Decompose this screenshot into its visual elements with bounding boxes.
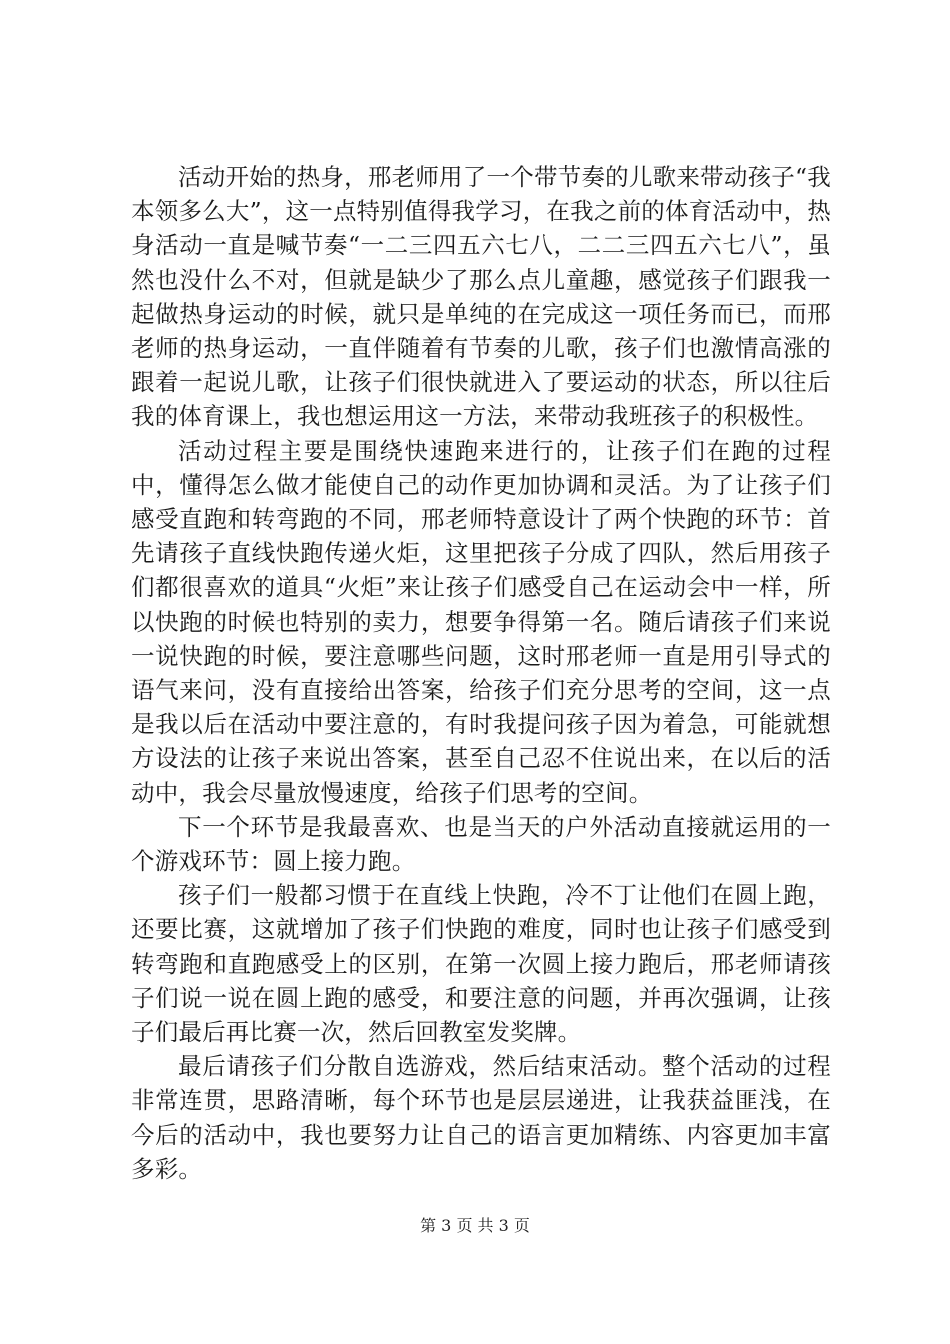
document-body <box>131 160 831 1186</box>
paragraph-process: 活动过程主要是围绕快速跑来进行的，让孩子们在跑的过程中，懂得怎么做才能使自己的动作更加协调和灵活。为了让孩子们感受直跑和转弯跑的不同，邢老师特意设计了两个快跑的环节：首先请孩子直线快跑传递火炬，这里把孩子分成了四队，然后用孩子们都很喜欢的道具“火炬”来让孩子们感受自己在运动会中一样，所以快跑的时候也特别的卖力，想要争得第一名。随后请孩子们来说一说快跑的时候，要注意哪些问题，这时邢老师一直是用引导式的语气来问，没有直接给出答案，给孩子们充分思考的空间，这一点是我以后在活动中要注意的，有时我提问孩子因为着急，可能就想方设法的让孩子来说出答案，甚至自己忍不住说出来，在以后的活动中，我会尽量放慢速度，给孩子们思考的空间。 <box>131 436 831 807</box>
page-number-footer: 第 3 页 共 3 页 <box>420 1216 530 1235</box>
paragraph-circle-relay: 孩子们一般都习惯于在直线上快跑，冷不丁让他们在圆上跑，还要比赛，这就增加了孩子们快跑的难度，同时也让孩子们感受到转弯跑和直跑感受上的区别，在第一次圆上接力跑后，邢老师请孩子们说一说在圆上跑的感受，和要注意的问题，并再次强调，让孩子们最后再比赛一次，然后回教室发奖牌。 <box>131 881 831 1047</box>
paragraph-warmup: 活动开始的热身，邢老师用了一个带节奏的儿歌来带动孩子“我本领多么大”，这一点特别值得我学习，在我之前的体育活动中，热身活动一直是喊节奏“一二三四五六七八，二二三四五六七八”，虽然也没什么不对，但就是缺少了那么点儿童趣，感觉孩子们跟我一起做热身运动的时候，就只是单纯的在完成这一项任务而已，而邢老师的热身运动，一直伴随着有节奏的儿歌，孩子们也激情高涨的跟着一起说儿歌，让孩子们很快就进入了要运动的状态，所以往后我的体育课上，我也想运用这一方法，来带动我班孩子的积极性。 <box>131 163 831 431</box>
paragraph-next-step: 下一个环节是我最喜欢、也是当天的户外活动直接就运用的一个游戏环节：圆上接力跑。 <box>131 812 831 876</box>
paragraph-conclusion: 最后请孩子们分散自选游戏，然后结束活动。整个活动的过程非常连贯，思路清晰，每个环节也是层层递进，让我获益匪浅，在今后的活动中，我也要努力让自己的语言更加精练、内容更加丰富多彩。 <box>131 1052 831 1183</box>
